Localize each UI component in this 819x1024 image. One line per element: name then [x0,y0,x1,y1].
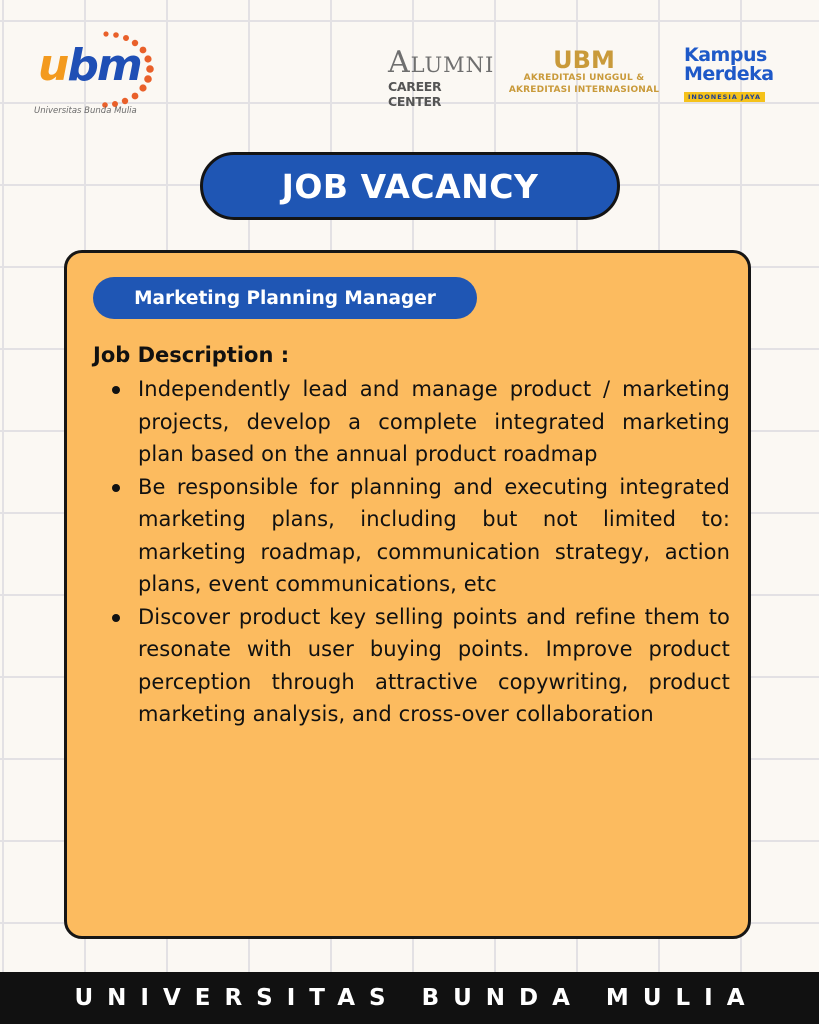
job-position-badge: Marketing Planning Manager [93,277,477,319]
job-description-item: Discover product key selling points and refine them to resonate with user buying points. Improve product perception through attractive copywriting, product marketing analysis, and cross-over collaboration [93,601,730,731]
merdeka-label: Merdeka [684,63,774,85]
career-center-label: CAREER CENTER [388,79,442,109]
ubm-logo-subtitle: Universitas Bunda Mulia [34,106,137,116]
bullet-icon [112,484,120,492]
job-description-item: Independently lead and manage product / marketing projects, develop a complete integrated marketing plan based on the annual product roadmap [93,373,730,471]
akreditasi-line-2: AKREDITASI INTERNASIONAL [508,85,660,95]
alumni-wordmark: ALUMNI [388,45,495,80]
akreditasi-title: UBM [553,46,615,74]
job-description-list [93,373,730,731]
footer-bar [0,972,819,1024]
job-vacancy-title: JOB VACANCY [200,152,620,220]
indonesia-jaya-tag: INDONESIA JAYA [684,92,765,102]
bullet-icon [112,386,120,394]
bullet-icon [112,614,120,622]
alumni-career-center-logo [388,45,495,109]
job-description-item: Be responsible for planning and executing integrated marketing plans, including but not limited to: marketing roadmap, communication strategy, action plans, event communications, etc [93,471,730,601]
kampus-label: Kampus [684,44,767,66]
ubm-logo [32,26,162,116]
ubm-wordmark: ubm [38,40,141,91]
job-card [64,250,751,939]
footer-university-name: UNIVERSITAS BUNDA MULIA [74,985,759,1011]
akreditasi-line-1: AKREDITASI UNGGUL & [523,73,645,83]
akreditasi-logo [504,48,664,96]
job-description-heading: Job Description : [93,343,290,367]
kampus-merdeka-logo [684,46,794,103]
